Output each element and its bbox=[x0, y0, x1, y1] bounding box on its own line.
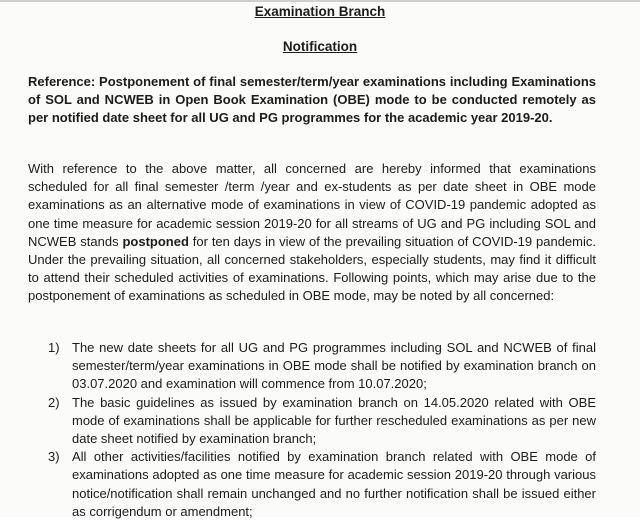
list-item-text: The new date sheets for all UG and PG programmes including SOL and NCWEB of final semester/term/year examinations in OBE mode shall be notified by examination branch on 03.07.2020 and examination will commence from 10.07.2020; bbox=[72, 340, 596, 392]
list-item-number: 3) bbox=[48, 449, 60, 465]
list-item-text: All other activities/facilities notified by examination branch related with OBE mode of examinations adopted as one time measure for academic session 2019-20 through various notice/notification shall remain unchanged and no further notification shall be issued either as corrigendum or amendment; bbox=[72, 449, 596, 519]
reference-paragraph: Reference: Postponement of final semester/term/year examinations including Examinations of SOL and NCWEB in Open Book Examination (OBE) mode to be conducted remotely as per notified date sheet for all UG and PG programmes for the academic year 2019-20. bbox=[28, 74, 596, 126]
intro-text-before: With reference to the above matter, all concerned are hereby informed that examinations scheduled for all final semester /term /year and ex-students as per date sheet in OBE mode examinations as an alternative mode of examinations in view of COVID-19 pandemic adopted as one time measure for academic session 2019-20 for all streams of UG and PG including SOL and NCWEB stands bbox=[28, 161, 596, 249]
intro-paragraph bbox=[28, 160, 596, 306]
list-item bbox=[48, 448, 596, 521]
list-item-text: The basic guidelines as issued by examination branch on 14.05.2020 related with OBE mode of examinations shall be applicable for further rescheduled examinations as per new date sheet notified by examination branch; bbox=[72, 394, 596, 447]
notification-heading: Notification bbox=[282, 39, 358, 54]
list-item bbox=[48, 339, 596, 394]
top-edge-line bbox=[0, 0, 640, 2]
intro-bold-word: postponed bbox=[122, 233, 189, 249]
list-item-number: 1) bbox=[48, 340, 60, 355]
list-item-number: 2) bbox=[48, 394, 60, 410]
examination-branch-heading: Examination Branch bbox=[254, 4, 386, 19]
intro-text-after: for ten days in view of the prevailing situation of COVID-19 pandemic. Under the prevailing situation, all concerned stakeholders, especially students, may find it difficult to attend their scheduled activities of examinations. Following points, which may arise due to the postponement of examinations as scheduled in OBE mode, may be noted by all concerned: bbox=[28, 233, 596, 304]
list-item bbox=[48, 394, 596, 449]
points-list bbox=[48, 339, 596, 521]
